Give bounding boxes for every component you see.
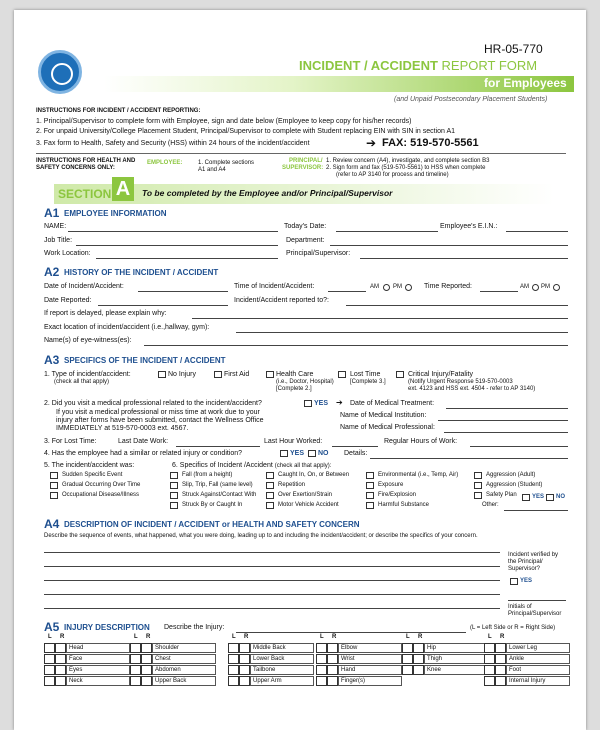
principal-label: PRINCIPAL/ <box>289 158 323 164</box>
body-part-label: Middle Back <box>250 643 314 653</box>
form-title: INCIDENT / ACCIDENT REPORT FORM <box>299 58 538 73</box>
medical-visit-yes-checkbox[interactable] <box>304 400 312 407</box>
department-label: Department: <box>286 237 325 244</box>
l-header: L <box>320 634 324 640</box>
health-care-checkbox[interactable] <box>266 371 274 378</box>
right-side-checkbox[interactable] <box>495 643 506 653</box>
c6b-label: Over Exertion/Strain <box>278 492 333 498</box>
c6c-label: Harmful Substance <box>378 502 430 508</box>
describe-injury-label: Describe the Injury: <box>164 624 225 631</box>
delay-field[interactable] <box>192 318 568 319</box>
date-reported-label: Date Reported: <box>44 297 92 304</box>
regular-hours-field[interactable] <box>470 446 568 447</box>
similar-no-checkbox[interactable] <box>308 450 316 457</box>
body-part-label: Abdomen <box>152 665 216 675</box>
right-side-checkbox[interactable] <box>141 654 152 664</box>
am-radio-2[interactable] <box>532 284 539 291</box>
incident-time-label: Time of Incident/Accident: <box>234 283 315 290</box>
eye-witness-field[interactable] <box>144 345 568 346</box>
c6a-label: Fall (from a height) <box>182 472 233 478</box>
safety-plan-yes-label: YES <box>532 494 545 500</box>
left-side-checkbox[interactable] <box>228 654 239 664</box>
right-side-checkbox[interactable] <box>413 643 424 653</box>
description-line[interactable] <box>44 552 500 553</box>
body-part-label: Lower Leg <box>506 643 570 653</box>
a3-number: A3 <box>44 353 60 367</box>
r-header: R <box>60 634 65 640</box>
l-header: L <box>48 634 52 640</box>
right-side-checkbox[interactable] <box>327 643 338 653</box>
last-hour-worked-field[interactable] <box>332 446 378 447</box>
body-part-label: Face <box>66 654 130 664</box>
form-subtitle: for Employees <box>484 76 567 90</box>
am-radio[interactable] <box>383 284 390 291</box>
l-header: L <box>406 634 410 640</box>
right-side-checkbox[interactable] <box>239 654 250 664</box>
right-side-checkbox[interactable] <box>327 676 338 686</box>
c5-checkbox[interactable] <box>50 472 58 479</box>
left-side-checkbox[interactable] <box>44 654 55 664</box>
c6a-checkbox[interactable] <box>170 492 178 499</box>
incident-type-label: 1. Type of incident/accident: <box>44 371 131 378</box>
employee-step-2: A1 and A4 <box>198 167 226 173</box>
right-side-checkbox[interactable] <box>55 676 66 686</box>
safety-plan-no-checkbox[interactable] <box>546 494 554 501</box>
description-line[interactable] <box>44 580 500 581</box>
left-side-checkbox[interactable] <box>316 665 327 675</box>
am-label: AM <box>370 284 379 290</box>
regular-hours-label: Regular Hours of Work: <box>384 438 458 445</box>
c6a-checkbox[interactable] <box>170 502 178 509</box>
r-header: R <box>332 634 337 640</box>
principal-supervisor-label: Principal/Supervisor: <box>286 250 351 257</box>
a4-instructions: Describe the sequence of events, what happened, what you were doing, leading up to and including the incident/accident; or describe the specifics of your concern. <box>44 533 478 539</box>
c5-label: Sudden Specific Event <box>62 472 123 478</box>
initials-label-1: Initials of <box>508 604 532 610</box>
r-header: R <box>146 634 151 640</box>
last-date-work-field[interactable] <box>176 446 260 447</box>
c6d-checkbox[interactable] <box>474 472 482 479</box>
c6b-checkbox[interactable] <box>266 502 274 509</box>
body-part-label: Hand <box>338 665 402 675</box>
right-side-checkbox[interactable] <box>239 665 250 675</box>
left-side-checkbox[interactable] <box>44 643 55 653</box>
employee-label: EMPLOYEE: <box>147 160 183 166</box>
supervisor-step-2: 2. Sign form and fax (519-570-5561) to HSS when complete <box>326 165 486 171</box>
left-side-checkbox[interactable] <box>316 643 327 653</box>
supervisor-step-1: 1. Review concern (A4), investigate, and complete section B3 <box>326 158 490 164</box>
employee-step-1: 1. Complete sections <box>198 160 255 166</box>
name-field[interactable] <box>68 231 278 232</box>
form-number: HR-05-770 <box>484 42 543 56</box>
reported-to-label: Incident/Accident reported to?: <box>234 297 329 304</box>
ein-field[interactable] <box>506 231 568 232</box>
incident-type-note: (check all that apply) <box>54 379 110 385</box>
l-header: L <box>134 634 138 640</box>
section-label: SECTION <box>58 187 112 201</box>
right-side-checkbox[interactable] <box>413 665 424 675</box>
c6a-checkbox[interactable] <box>170 482 178 489</box>
name-label: NAME: <box>44 223 67 230</box>
section-a-description: To be completed by the Employee and/or Principal/Supervisor <box>142 188 393 198</box>
medical-note-3: IMMEDIATELY at 519-570-0003 ext. 4567. <box>56 425 189 432</box>
instructions-heading: INSTRUCTIONS FOR INCIDENT / ACCIDENT REPORTING: <box>36 108 201 114</box>
incident-date-field[interactable] <box>138 291 228 292</box>
verified-label-2: the Principal/ <box>508 559 543 565</box>
a2-number: A2 <box>44 265 60 279</box>
left-side-checkbox[interactable] <box>228 665 239 675</box>
lost-time-checkbox[interactable] <box>338 371 346 378</box>
a1-title: EMPLOYEE INFORMATION <box>64 209 167 218</box>
describe-injury-field[interactable] <box>236 632 466 633</box>
medical-institution-field[interactable] <box>438 420 568 421</box>
delay-label: If report is delayed, please explain why: <box>44 310 167 317</box>
body-part-label: Tailbone <box>250 665 314 675</box>
l-header: L <box>488 634 492 640</box>
a4-number: A4 <box>44 517 60 531</box>
right-side-checkbox[interactable] <box>413 654 424 664</box>
work-location-field[interactable] <box>96 258 278 259</box>
description-line[interactable] <box>44 608 500 609</box>
body-part-label: Shoulder <box>152 643 216 653</box>
instruction-1: 1. Principal/Supervisor to complete form with Employee, sign and date below (Employee to keep copy for his/her records) <box>36 118 412 125</box>
c6c-checkbox[interactable] <box>366 472 374 479</box>
left-side-checkbox[interactable] <box>484 676 495 686</box>
todays-date-field[interactable] <box>336 231 438 232</box>
body-part-label: Upper Back <box>152 676 216 686</box>
instruction-2: 2. For unpaid University/College Placement Student, Principal/Supervisor to complete with Student replacing EIN with SIN in section A1 <box>36 128 456 135</box>
incident-was-label: 5. The incident/accident was: <box>44 462 135 469</box>
ein-label: Employee's E.I.N.: <box>440 223 498 230</box>
c6d-label: Other: <box>482 502 499 508</box>
left-side-checkbox[interactable] <box>316 654 327 664</box>
left-side-checkbox[interactable] <box>402 654 413 664</box>
incident-date-label: Date of Incident/Accident: <box>44 283 124 290</box>
c6a-label: Struck By or Caught In <box>182 502 243 508</box>
job-title-label: Job Title: <box>44 237 73 244</box>
c6c-label: Fire/Explosion <box>378 492 417 498</box>
no-injury-checkbox[interactable] <box>158 371 166 378</box>
medical-note-2: injury after forms have been submitted, contact the Wellness Office <box>56 417 264 424</box>
last-date-work-label: Last Date Work: <box>118 438 169 445</box>
right-side-checkbox[interactable] <box>239 643 250 653</box>
body-part-label: Lower Back <box>250 654 314 664</box>
left-side-checkbox[interactable] <box>484 665 495 675</box>
lost-time-complete: [Complete 3.] <box>350 379 386 385</box>
medical-treatment-date-field[interactable] <box>446 408 568 409</box>
c5-label: Occupational Disease/Illness <box>62 492 140 498</box>
pm-radio-2[interactable] <box>553 284 560 291</box>
similar-yes-label: YES <box>290 450 305 457</box>
body-part-label: Internal Injury <box>506 676 570 686</box>
similar-yes-checkbox[interactable] <box>280 450 288 457</box>
instruction-3: 3. Fax form to Health, Safety and Security (HSS) within 24 hours of the incident/accident <box>36 140 310 147</box>
details-label: Details: <box>344 450 368 457</box>
body-part-label: Neck <box>66 676 130 686</box>
right-side-checkbox[interactable] <box>55 654 66 664</box>
c6a-checkbox[interactable] <box>170 472 178 479</box>
right-side-checkbox[interactable] <box>141 676 152 686</box>
incident-time-field[interactable] <box>328 291 366 292</box>
c6d-label: Aggression (Student) <box>486 482 543 488</box>
body-part-label: Elbow <box>338 643 402 653</box>
c6b-label: Motor Vehicle Accident <box>278 502 339 508</box>
left-side-checkbox[interactable] <box>44 676 55 686</box>
department-field[interactable] <box>330 245 568 246</box>
lost-time-label: Lost Time <box>350 371 381 378</box>
c6b-label: Caught In, On, or Between <box>278 472 350 478</box>
medical-visit-yes-label: YES <box>314 400 329 407</box>
body-part-label: Foot <box>506 665 570 675</box>
right-side-checkbox[interactable] <box>495 654 506 664</box>
critical-injury-note-2: ext. 4123 and HSS ext. 4504 - refer to AP 3140) <box>408 386 536 392</box>
left-side-checkbox[interactable] <box>130 665 141 675</box>
divider <box>36 153 566 154</box>
r-header: R <box>244 634 249 640</box>
exact-location-field[interactable] <box>236 332 568 333</box>
incident-report-form <box>14 10 586 730</box>
verified-yes-checkbox[interactable] <box>510 578 518 585</box>
body-part-label: Knee <box>424 665 488 675</box>
critical-injury-label: Critical Injury/Fatality <box>408 371 473 378</box>
hs-instructions-heading-1: INSTRUCTIONS FOR HEALTH AND <box>36 158 136 164</box>
health-care-label: Health Care <box>276 371 314 378</box>
pm-label-2: PM <box>541 284 550 290</box>
critical-injury-checkbox[interactable] <box>396 371 404 378</box>
eye-witness-label: Name(s) of eye-witness(es): <box>44 337 132 344</box>
body-part-label: Finger(s) <box>338 676 402 686</box>
initials-field[interactable] <box>508 600 566 601</box>
l-header: L <box>232 634 236 640</box>
body-part-label: Eyes <box>66 665 130 675</box>
a5-number: A5 <box>44 620 60 634</box>
body-part-label: Wrist <box>338 654 402 664</box>
c6c-checkbox[interactable] <box>366 502 374 509</box>
left-side-checkbox[interactable] <box>484 643 495 653</box>
right-side-checkbox[interactable] <box>55 643 66 653</box>
description-line[interactable] <box>44 566 500 567</box>
first-aid-checkbox[interactable] <box>214 371 222 378</box>
left-side-checkbox[interactable] <box>402 665 413 675</box>
c6d-checkbox[interactable] <box>474 482 482 489</box>
medical-arrow-icon: ➔ <box>336 398 343 407</box>
other-field[interactable] <box>504 510 568 511</box>
initials-label-2: Principal/Supervisor <box>508 611 562 617</box>
date-reported-field[interactable] <box>98 305 228 306</box>
a5-title: INJURY DESCRIPTION <box>64 623 150 632</box>
r-header: R <box>500 634 505 640</box>
c6d-label: Aggression (Adult) <box>486 472 536 478</box>
right-side-checkbox[interactable] <box>495 676 506 686</box>
last-hour-worked-label: Last Hour Worked: <box>264 438 323 445</box>
left-side-checkbox[interactable] <box>44 665 55 675</box>
pm-radio[interactable] <box>405 284 412 291</box>
left-side-checkbox[interactable] <box>228 676 239 686</box>
similar-injury-question: 4. Has the employee had a similar or related injury or condition? <box>44 450 243 457</box>
safety-plan-no-label: NO <box>556 494 565 500</box>
todays-date-label: Today's Date: <box>284 223 327 230</box>
specifics-label: 6. Specifics of Incident /Accident (check all that apply): <box>172 462 332 469</box>
first-aid-label: First Aid <box>224 371 250 378</box>
fax-arrow-icon: ➔ <box>366 136 377 150</box>
medical-note-1: If you visit a medical professional or miss time at work due to your <box>56 409 260 416</box>
c6c-label: Environmental (i.e., Temp, Air) <box>378 472 459 478</box>
right-side-checkbox[interactable] <box>141 665 152 675</box>
a2-title: HISTORY OF THE INCIDENT / ACCIDENT <box>64 268 219 277</box>
medical-professional-field[interactable] <box>444 432 568 433</box>
principal-supervisor-field[interactable] <box>360 258 568 259</box>
health-care-complete: [Complete 2.] <box>276 386 312 392</box>
left-side-checkbox[interactable] <box>402 643 413 653</box>
c6c-checkbox[interactable] <box>366 482 374 489</box>
description-line[interactable] <box>44 594 500 595</box>
right-side-checkbox[interactable] <box>327 665 338 675</box>
section-letter: A <box>112 177 134 201</box>
body-part-label: Head <box>66 643 130 653</box>
c6b-label: Repetition <box>278 482 306 488</box>
left-side-checkbox[interactable] <box>130 654 141 664</box>
body-part-label: Hip <box>424 643 488 653</box>
left-side-checkbox[interactable] <box>228 643 239 653</box>
c6c-label: Exposure <box>378 482 404 488</box>
left-side-checkbox[interactable] <box>130 676 141 686</box>
medical-visit-question: 2. Did you visit a medical professional related to the incident/accident? <box>44 400 262 407</box>
c6b-checkbox[interactable] <box>266 482 274 489</box>
left-side-checkbox[interactable] <box>484 654 495 664</box>
body-part-label: Thigh <box>424 654 488 664</box>
lost-time-question: 3. For Lost Time: <box>44 438 97 445</box>
supervisor-label: SUPERVISOR: <box>282 165 324 171</box>
a4-title: DESCRIPTION OF INCIDENT / ACCIDENT or HEALTH AND SAFETY CONCERN <box>64 520 360 529</box>
supervisor-step-note: (refer to AP 3140 for process and timeline) <box>336 172 449 178</box>
verified-label-3: Supervisor? <box>508 566 541 572</box>
no-injury-label: No Injury <box>168 371 197 378</box>
health-care-note: (i.e., Doctor, Hospital) <box>276 379 334 385</box>
work-location-label: Work Location: <box>44 250 91 257</box>
safety-plan-yes-checkbox[interactable] <box>522 494 530 501</box>
c6b-checkbox[interactable] <box>266 472 274 479</box>
time-reported-field[interactable] <box>480 291 518 292</box>
time-reported-label: Time Reported: <box>424 283 472 290</box>
r-header: R <box>418 634 423 640</box>
reported-to-field[interactable] <box>346 305 568 306</box>
c6a-label: Struck Against/Contact With <box>182 492 257 498</box>
hs-instructions-heading-2: SAFETY CONCERNS ONLY: <box>36 165 115 171</box>
a1-number: A1 <box>44 206 60 220</box>
fax-number: FAX: 519-570-5561 <box>382 137 479 149</box>
body-part-label: Chest <box>152 654 216 664</box>
c5-checkbox[interactable] <box>50 482 58 489</box>
c6d-label: Safety Plan <box>486 492 517 498</box>
left-side-checkbox[interactable] <box>130 643 141 653</box>
c5-checkbox[interactable] <box>50 492 58 499</box>
c6b-checkbox[interactable] <box>266 492 274 499</box>
similar-no-label: NO <box>318 450 329 457</box>
c6c-checkbox[interactable] <box>366 492 374 499</box>
job-title-field[interactable] <box>76 245 278 246</box>
critical-injury-note-1: (Notify Urgent Response 519-570-0003 <box>408 379 513 385</box>
a3-title: SPECIFICS OF THE INCIDENT / ACCIDENT <box>64 356 226 365</box>
left-side-checkbox[interactable] <box>316 676 327 686</box>
right-side-checkbox[interactable] <box>327 654 338 664</box>
body-part-label: Ankle <box>506 654 570 664</box>
exact-location-label: Exact location of incident/accident (i.e.,hallway, gym): <box>44 324 210 331</box>
left-right-legend: (L = Left Side or R = Right Side) <box>470 625 556 631</box>
verified-yes-label: YES <box>520 578 533 584</box>
form-subtitle-note: (and Unpaid Postsecondary Placement Students) <box>394 96 548 103</box>
details-field[interactable] <box>370 458 568 459</box>
right-side-checkbox[interactable] <box>141 643 152 653</box>
right-side-checkbox[interactable] <box>55 665 66 675</box>
body-part-label: Upper Arm <box>250 676 314 686</box>
right-side-checkbox[interactable] <box>495 665 506 675</box>
board-logo-icon <box>38 50 82 94</box>
c5-label: Gradual Occurring Over Time <box>62 482 141 488</box>
medical-treatment-date-label: Date of Medical Treatment: <box>350 400 435 407</box>
c6d-checkbox[interactable] <box>474 492 482 499</box>
c6a-label: Slip, Trip, Fall (same level) <box>182 482 253 488</box>
am-label-2: AM <box>520 284 529 290</box>
pm-label: PM <box>393 284 402 290</box>
medical-institution-label: Name of Medical Institution: <box>340 412 427 419</box>
right-side-checkbox[interactable] <box>239 676 250 686</box>
medical-professional-label: Name of Medical Professional: <box>340 424 435 431</box>
verified-label-1: Incident verified by <box>508 552 559 558</box>
